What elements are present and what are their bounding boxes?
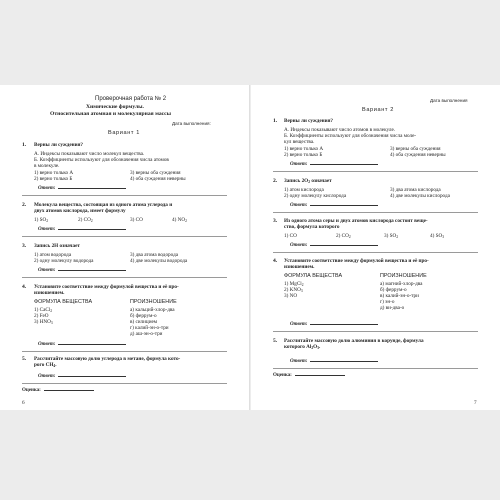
column-header-formula: ФОРМУЛА ВЕЩЕСТВА (34, 299, 93, 305)
answer-line[interactable] (290, 203, 378, 208)
formula-item: 2) FeO (34, 313, 49, 319)
pronunciation-item: а) магний-хлор-два (380, 281, 423, 287)
pronunciation-item: б) феррум-о (380, 287, 407, 293)
grade-line[interactable] (22, 388, 94, 393)
formula-item: 1) MgCl$_2$ (284, 281, 304, 287)
answer-option: 1) верно только А (34, 170, 74, 176)
answer-label: Ответ: (290, 203, 308, 208)
question-text: Рассчитайте массовую долю алюминия в корунде, формула (284, 338, 424, 344)
answer-label: Ответ: (290, 162, 308, 167)
answer-line[interactable] (290, 162, 378, 167)
divider (22, 383, 227, 384)
answer-option: 4) $SO_3$ (430, 233, 445, 239)
answer-option: 2) верно только Б (284, 152, 323, 158)
answer-option: 2) одну молекулу кислорода (284, 193, 347, 199)
answer-option: 4) две молекулы водорода (130, 258, 188, 264)
formula-item: 1) CaCl$_2$ (34, 307, 53, 313)
question-text: Молекула вещества, состоящая из одного атома углерода и (34, 202, 173, 208)
answer-option: 1) $SO_2$ (34, 217, 49, 223)
question-text-continued: которого $Al_2O_3$. (284, 344, 321, 350)
answer-option: 3) верны оба суждения (390, 146, 441, 152)
answer-option: 1) атом водорода (34, 252, 72, 258)
answer-option: 1) верно только А (284, 146, 324, 152)
divider (22, 236, 227, 237)
answer-option: 3) верны оба суждения (130, 170, 181, 176)
column-header-pronunciation: ПРОИЗНОШЕНИЕ (380, 273, 427, 279)
question-text-continued: ство, формула которого (284, 224, 340, 230)
pronunciation-item: д) ви-два-о (380, 305, 405, 311)
answer-label: Ответ: (290, 243, 308, 248)
pronunciation-item: г) калий-эн-о-три (130, 325, 169, 331)
answer-label: Ответ: (38, 268, 56, 273)
question-number: 3. (273, 218, 278, 224)
answer-line[interactable] (38, 186, 126, 191)
formula-item: 3) NO (284, 293, 298, 299)
date-label: Дата выполнения (430, 98, 468, 103)
answer-option: 2) одну молекулу водорода (34, 258, 94, 264)
formula-item: 3) $HNO_3$ (34, 319, 53, 325)
question-text: Запись 2H означает (34, 243, 80, 249)
divider (273, 252, 478, 253)
question-number: 2. (22, 202, 27, 208)
answer-label: Ответ: (290, 359, 308, 364)
answer-line[interactable] (290, 322, 378, 327)
question-text: Рассчитайте массовую долю углерода в метане, формула кото- (34, 356, 181, 362)
answer-line[interactable] (290, 243, 378, 248)
answer-option: 4) оба суждения неверны (130, 176, 186, 182)
question-number: 1. (22, 142, 27, 148)
answer-label: Ответ: (38, 227, 56, 232)
column-header-formula: ФОРМУЛА ВЕЩЕСТВА (284, 273, 343, 279)
worksheet-subtitle-1: Химические формулы. (86, 104, 144, 110)
answer-label: Ответ: (38, 342, 56, 347)
divider (22, 277, 227, 278)
answer-label: Ответ: (290, 322, 308, 327)
answer-option: 3) два атома водорода (130, 252, 179, 258)
answer-option: 4) $NO_2$ (172, 217, 187, 223)
grade-label: Оценка: (22, 388, 41, 393)
divider (22, 195, 227, 196)
statement-b: Б. Коэффициенты используют для обозначения числа атомов (34, 157, 169, 163)
divider (273, 212, 478, 213)
answer-line[interactable] (38, 374, 126, 379)
grade-label: Оценка: (273, 373, 292, 378)
answer-line[interactable] (38, 268, 126, 273)
answer-line[interactable] (290, 359, 378, 364)
answer-option: 2) $CO_2$ (336, 233, 351, 239)
page-number: 7 (474, 400, 477, 406)
page-number: 6 (22, 400, 25, 406)
question-number: 1. (273, 118, 278, 124)
divider (273, 368, 478, 369)
question-number: 4. (22, 284, 27, 290)
answer-option: 3) CO (130, 217, 143, 223)
divider (273, 171, 478, 172)
variant-heading: Вариант 2 (362, 107, 394, 113)
question-text: Установите соответствие между формулой вещества и её про- (34, 284, 179, 290)
answer-label: Ответ: (38, 374, 56, 379)
divider (22, 351, 227, 352)
question-number: 5. (273, 338, 278, 344)
worksheet-title: Проверочная работа № 2 (95, 96, 167, 102)
question-number: 4. (273, 258, 278, 264)
answer-label: Ответ: (38, 186, 56, 191)
question-text: Верны ли суждения? (34, 142, 84, 148)
statement-a: А. Индексы показывают число атомов в молекуле. (284, 127, 396, 133)
statement-a: А. Индексы показывают число молекул вещества. (34, 151, 145, 157)
question-text: Запись $2O_2$ означает (284, 178, 332, 184)
question-text-continued: рого $CH_4$. (34, 362, 57, 368)
answer-option: 4) две молекулы кислорода (390, 193, 450, 199)
answer-option: 1) CO (284, 233, 297, 239)
question-text: Установите соответствие между формулой вещества и её про- (284, 258, 429, 264)
pronunciation-item: г) эн-о (380, 299, 395, 305)
worksheet-subtitle-2: Относительная атомная и молекулярная массы (50, 111, 171, 117)
answer-option: 3) $SO_2$ (384, 233, 399, 239)
answer-line[interactable] (38, 342, 126, 347)
pronunciation-item: б) феррум-о (130, 313, 157, 319)
question-text-continued: изношением. (284, 264, 315, 270)
answer-option: 3) два атома кислорода (390, 187, 441, 193)
question-number: 5. (22, 356, 27, 362)
question-number: 3. (22, 243, 27, 249)
variant-heading: Вариант 1 (108, 130, 140, 136)
statement-b: Б. Коэффициенты используют для обозначения числа моле- (284, 133, 417, 139)
answer-option: 4) оба суждения неверны (390, 152, 446, 158)
question-text-continued: изношением. (34, 290, 65, 296)
divider (273, 331, 478, 332)
statement-b-continued: кул вещества. (284, 139, 315, 145)
answer-line[interactable] (38, 227, 126, 232)
pronunciation-item: в) силицием (130, 319, 158, 325)
statement-b-continued: в молекуле. (34, 163, 60, 169)
pronunciation-item: д) аш-эн-о-три (130, 331, 163, 337)
pronunciation-item: в) калий-эн-о-три (380, 293, 419, 299)
answer-option: 2) верно только Б (34, 176, 73, 182)
grade-line[interactable] (273, 373, 345, 378)
question-text-continued: двух атомов кислорода, имеет формулу (34, 208, 126, 214)
column-header-pronunciation: ПРОИЗНОШЕНИЕ (130, 299, 177, 305)
pronunciation-item: а) кальций-хлор-два (130, 307, 175, 313)
date-label: Дата выполнения: (172, 121, 211, 126)
question-number: 2. (273, 178, 278, 184)
answer-option: 1) атом кислорода (284, 187, 324, 193)
question-text: Из одного атома серы и двух атомов кислорода состоит веще- (284, 218, 428, 224)
question-text: Верны ли суждения? (284, 118, 334, 124)
formula-item: 2) $KNO_3$ (284, 287, 303, 293)
page-fold (249, 85, 251, 410)
answer-option: 2) $CO_2$ (78, 217, 93, 223)
